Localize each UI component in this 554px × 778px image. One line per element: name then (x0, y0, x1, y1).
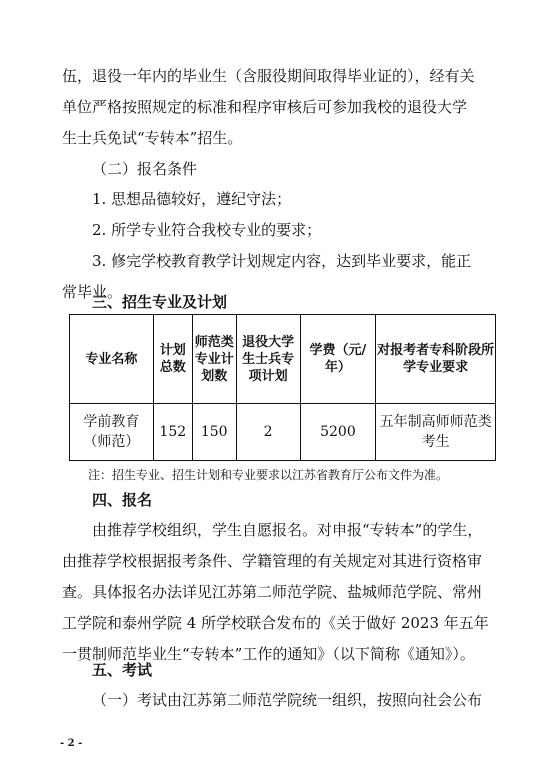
table-row (70, 404, 496, 461)
paragraph-line: 伍，退役一年内的毕业生（含服役期间取得毕业证的），经有关 (62, 67, 475, 85)
paragraph-line: 单位严格按照规定的标准和程序审核后可参加我校的退役大学 (62, 98, 468, 116)
cell-requirement: 五年制高师师范类考生 (376, 404, 496, 461)
paragraph-line: 一贯制师范毕业生“专转本”工作的通知》（以下简称《通知》）。 (62, 645, 475, 663)
paragraph-line: 工学院和泰州学院 4 所学校联合发布的《关于做好 2023 年五年 (62, 614, 489, 632)
condition-item: 1. 思想品德较好，遵纪守法； (92, 190, 292, 208)
condition-item: 3. 修完学校教育教学计划规定内容，达到毕业要求，能正 (92, 252, 472, 270)
paragraph-line: 常毕业。 (62, 283, 123, 301)
paragraph-line: 生士兵免试“专转本”招生。 (62, 129, 243, 147)
header-plan-total: 计划总数 (153, 315, 192, 404)
header-major-name: 专业名称 (70, 315, 154, 404)
section-heading: 三、招生专业及计划 (92, 293, 228, 311)
paragraph-line: 由推荐学校组织，学生自愿报名。对申报“专转本”的学生， (92, 521, 483, 539)
paragraph-line: 查。具体报名办法详见江苏第二师范学院、盐城师范学院、常州 (62, 583, 483, 601)
page-number: - 2 - (60, 738, 83, 749)
header-normal-plan: 师范类专业计划数 (192, 315, 236, 404)
cell-veteran-plan: 2 (236, 404, 300, 461)
section-heading: 五、考试 (92, 661, 153, 679)
header-veteran-plan: 退役大学生士兵专项计划 (236, 315, 300, 404)
cell-normal-plan: 150 (192, 404, 236, 461)
cell-tuition: 5200 (300, 404, 376, 461)
enrollment-plan-table (69, 314, 496, 461)
header-requirement: 对报考者专科阶段所学专业要求 (376, 315, 496, 404)
table-header-row (70, 315, 496, 404)
cell-plan-total: 152 (153, 404, 192, 461)
table-note: 注：招生专业、招生计划和专业要求以江苏省教育厅公布文件为准。 (88, 468, 449, 482)
paragraph-line: （一）考试由江苏第二师范学院统一组织，按照向社会公布 (92, 691, 483, 709)
section-heading: 四、报名 (92, 491, 153, 509)
cell-major-name: 学前教育（师范） (70, 404, 154, 461)
header-tuition: 学费（元/年） (300, 315, 376, 404)
condition-item: 2. 所学专业符合我校专业的要求； (92, 221, 322, 239)
paragraph-line: 由推荐学校根据报考条件、学籍管理的有关规定对其进行资格审 (62, 552, 483, 570)
subsection-heading: （二）报名条件 (92, 160, 198, 178)
